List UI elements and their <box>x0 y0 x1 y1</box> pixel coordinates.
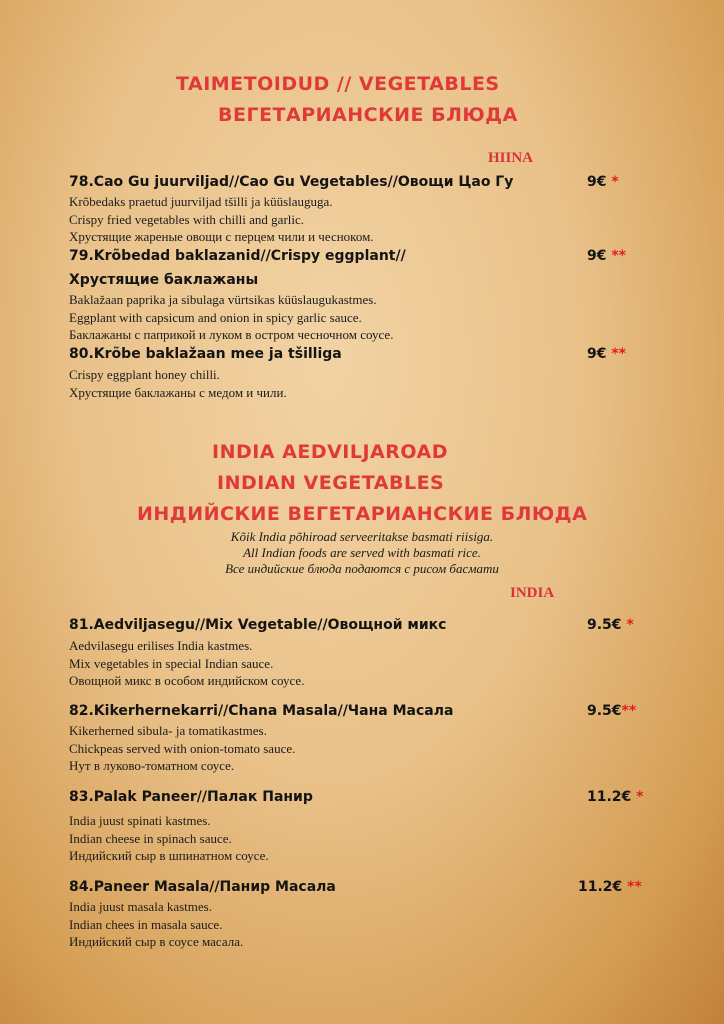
desc-line-en: Mix vegetables in special Indian sauce. <box>69 655 274 671</box>
spice-stars: ** <box>611 346 627 362</box>
region-label-india: INDIA <box>510 585 555 601</box>
desc-line-et: India juust spinati kastmes. <box>69 813 211 828</box>
desc-line-et: Aedvilasegu erilises India kastmes. <box>69 638 253 653</box>
desc-line-en: Eggplant with capsicum and onion in spicy garlic sauce. <box>69 309 362 325</box>
price-value: 9.5€ <box>587 703 622 719</box>
dish-description-80 <box>69 366 287 401</box>
desc-line-ru: Индийский сыр в соусе масала. <box>69 934 244 949</box>
dish-title-78: 78.Cao Gu juurviljad//Cao Gu Vegetables//Овощи Цао Гу <box>69 174 514 190</box>
section-heading-indian: INDIA AEDVILJAROAD <box>212 441 448 463</box>
desc-line-et: India juust masala kastmes. <box>69 899 212 914</box>
dish-description-81 <box>69 637 304 690</box>
desc-line-en: Indian chees in masala sauce. <box>69 916 223 932</box>
desc-line-et: Baklažaan paprika ja sibulaga vürtsikas küüslaugukastmes. <box>69 292 377 307</box>
dish-price-79 <box>587 248 626 264</box>
region-label-china: HIINA <box>488 150 534 166</box>
dish-title-84: 84.Paneer Masala//Панир Масала <box>69 879 336 895</box>
price-value: 11.2€ <box>587 789 632 805</box>
spice-stars: * <box>626 617 634 633</box>
dish-description-79 <box>69 291 393 344</box>
dish-title-83: 83.Palak Paneer//Палак Панир <box>69 789 313 805</box>
price-value: 9.5€ <box>587 617 622 633</box>
price-value: 9€ <box>587 248 607 264</box>
price-value: 9€ <box>587 346 607 362</box>
desc-line-ru: Хрустящие жареные овощи с перцем чили и чесноком. <box>69 229 374 244</box>
dish-description-82 <box>69 722 295 775</box>
desc-line-ru: Баклажаны с паприкой и луком в остром чесночном соусе. <box>69 327 394 342</box>
dish-title-81: 81.Aedviljasegu//Mix Vegetable//Овощной микс <box>69 617 447 633</box>
desc-line-ru: Нут в луково-томатном соусе. <box>69 758 235 773</box>
section-heading-vegetables: TAIMETOIDUD // VEGETABLES <box>176 73 500 95</box>
desc-line-ru: Хрустящие баклажаны с медом и чили. <box>69 384 287 400</box>
desc-line-en: Crispy fried vegetables with chilli and garlic. <box>69 211 305 227</box>
dish-title-79-ru: Хрустящие баклажаны <box>69 272 259 288</box>
desc-line-ru: Овощной микс в особом индийском соусе. <box>69 673 305 688</box>
dish-price-81 <box>587 617 634 633</box>
dish-title-82: 82.Kikerhernekarri//Chana Masala//Чана Масала <box>69 703 454 719</box>
desc-line-et: Kikerherned sibula- ja tomatikastmes. <box>69 723 267 738</box>
dish-price-84 <box>578 879 642 895</box>
spice-stars: * <box>636 789 644 805</box>
section-heading-indian-ru: ИНДИЙСКИЕ ВЕГЕТАРИАНСКИЕ БЛЮДА <box>137 503 588 525</box>
desc-line-en: Crispy eggplant honey chilli. <box>69 367 220 382</box>
dish-description-83 <box>69 812 269 865</box>
desc-line-ru: Индийский сыр в шпинатном соусе. <box>69 848 269 863</box>
section-heading-vegetables-ru: ВЕГЕТАРИАНСКИЕ БЛЮДА <box>218 104 518 126</box>
dish-price-83 <box>587 789 644 805</box>
desc-line-et: Krõbedaks praetud juurviljad tšilli ja küüslauguga. <box>69 194 333 209</box>
spice-stars: ** <box>621 703 637 719</box>
dish-title-80: 80.Krõbe baklažaan mee ja tšilliga <box>69 346 342 362</box>
spice-stars: ** <box>611 248 627 264</box>
rice-note-ru: Все индийские блюда подаются с рисом басмати <box>225 561 499 576</box>
dish-title-79: 79.Krõbedad baklazanid//Crispy eggplant// <box>69 248 406 264</box>
spice-stars: ** <box>627 879 642 895</box>
dish-price-82 <box>587 703 636 719</box>
dish-price-80 <box>587 346 626 362</box>
price-value: 9€ <box>587 174 607 190</box>
price-value: 11.2€ <box>578 879 623 895</box>
dish-description-78 <box>69 193 374 246</box>
rice-note-en: All Indian foods are served with basmati rice. <box>243 545 481 560</box>
section-heading-indian-en: INDIAN VEGETABLES <box>217 472 445 494</box>
spice-stars: * <box>611 174 619 190</box>
rice-note-et: Kõik India põhiroad serveeritakse basmati riisiga. <box>230 529 494 544</box>
dish-price-78 <box>587 174 619 190</box>
desc-line-en: Indian cheese in spinach sauce. <box>69 830 232 846</box>
dish-description-84 <box>69 898 243 951</box>
desc-line-en: Chickpeas served with onion-tomato sauce. <box>69 740 296 756</box>
